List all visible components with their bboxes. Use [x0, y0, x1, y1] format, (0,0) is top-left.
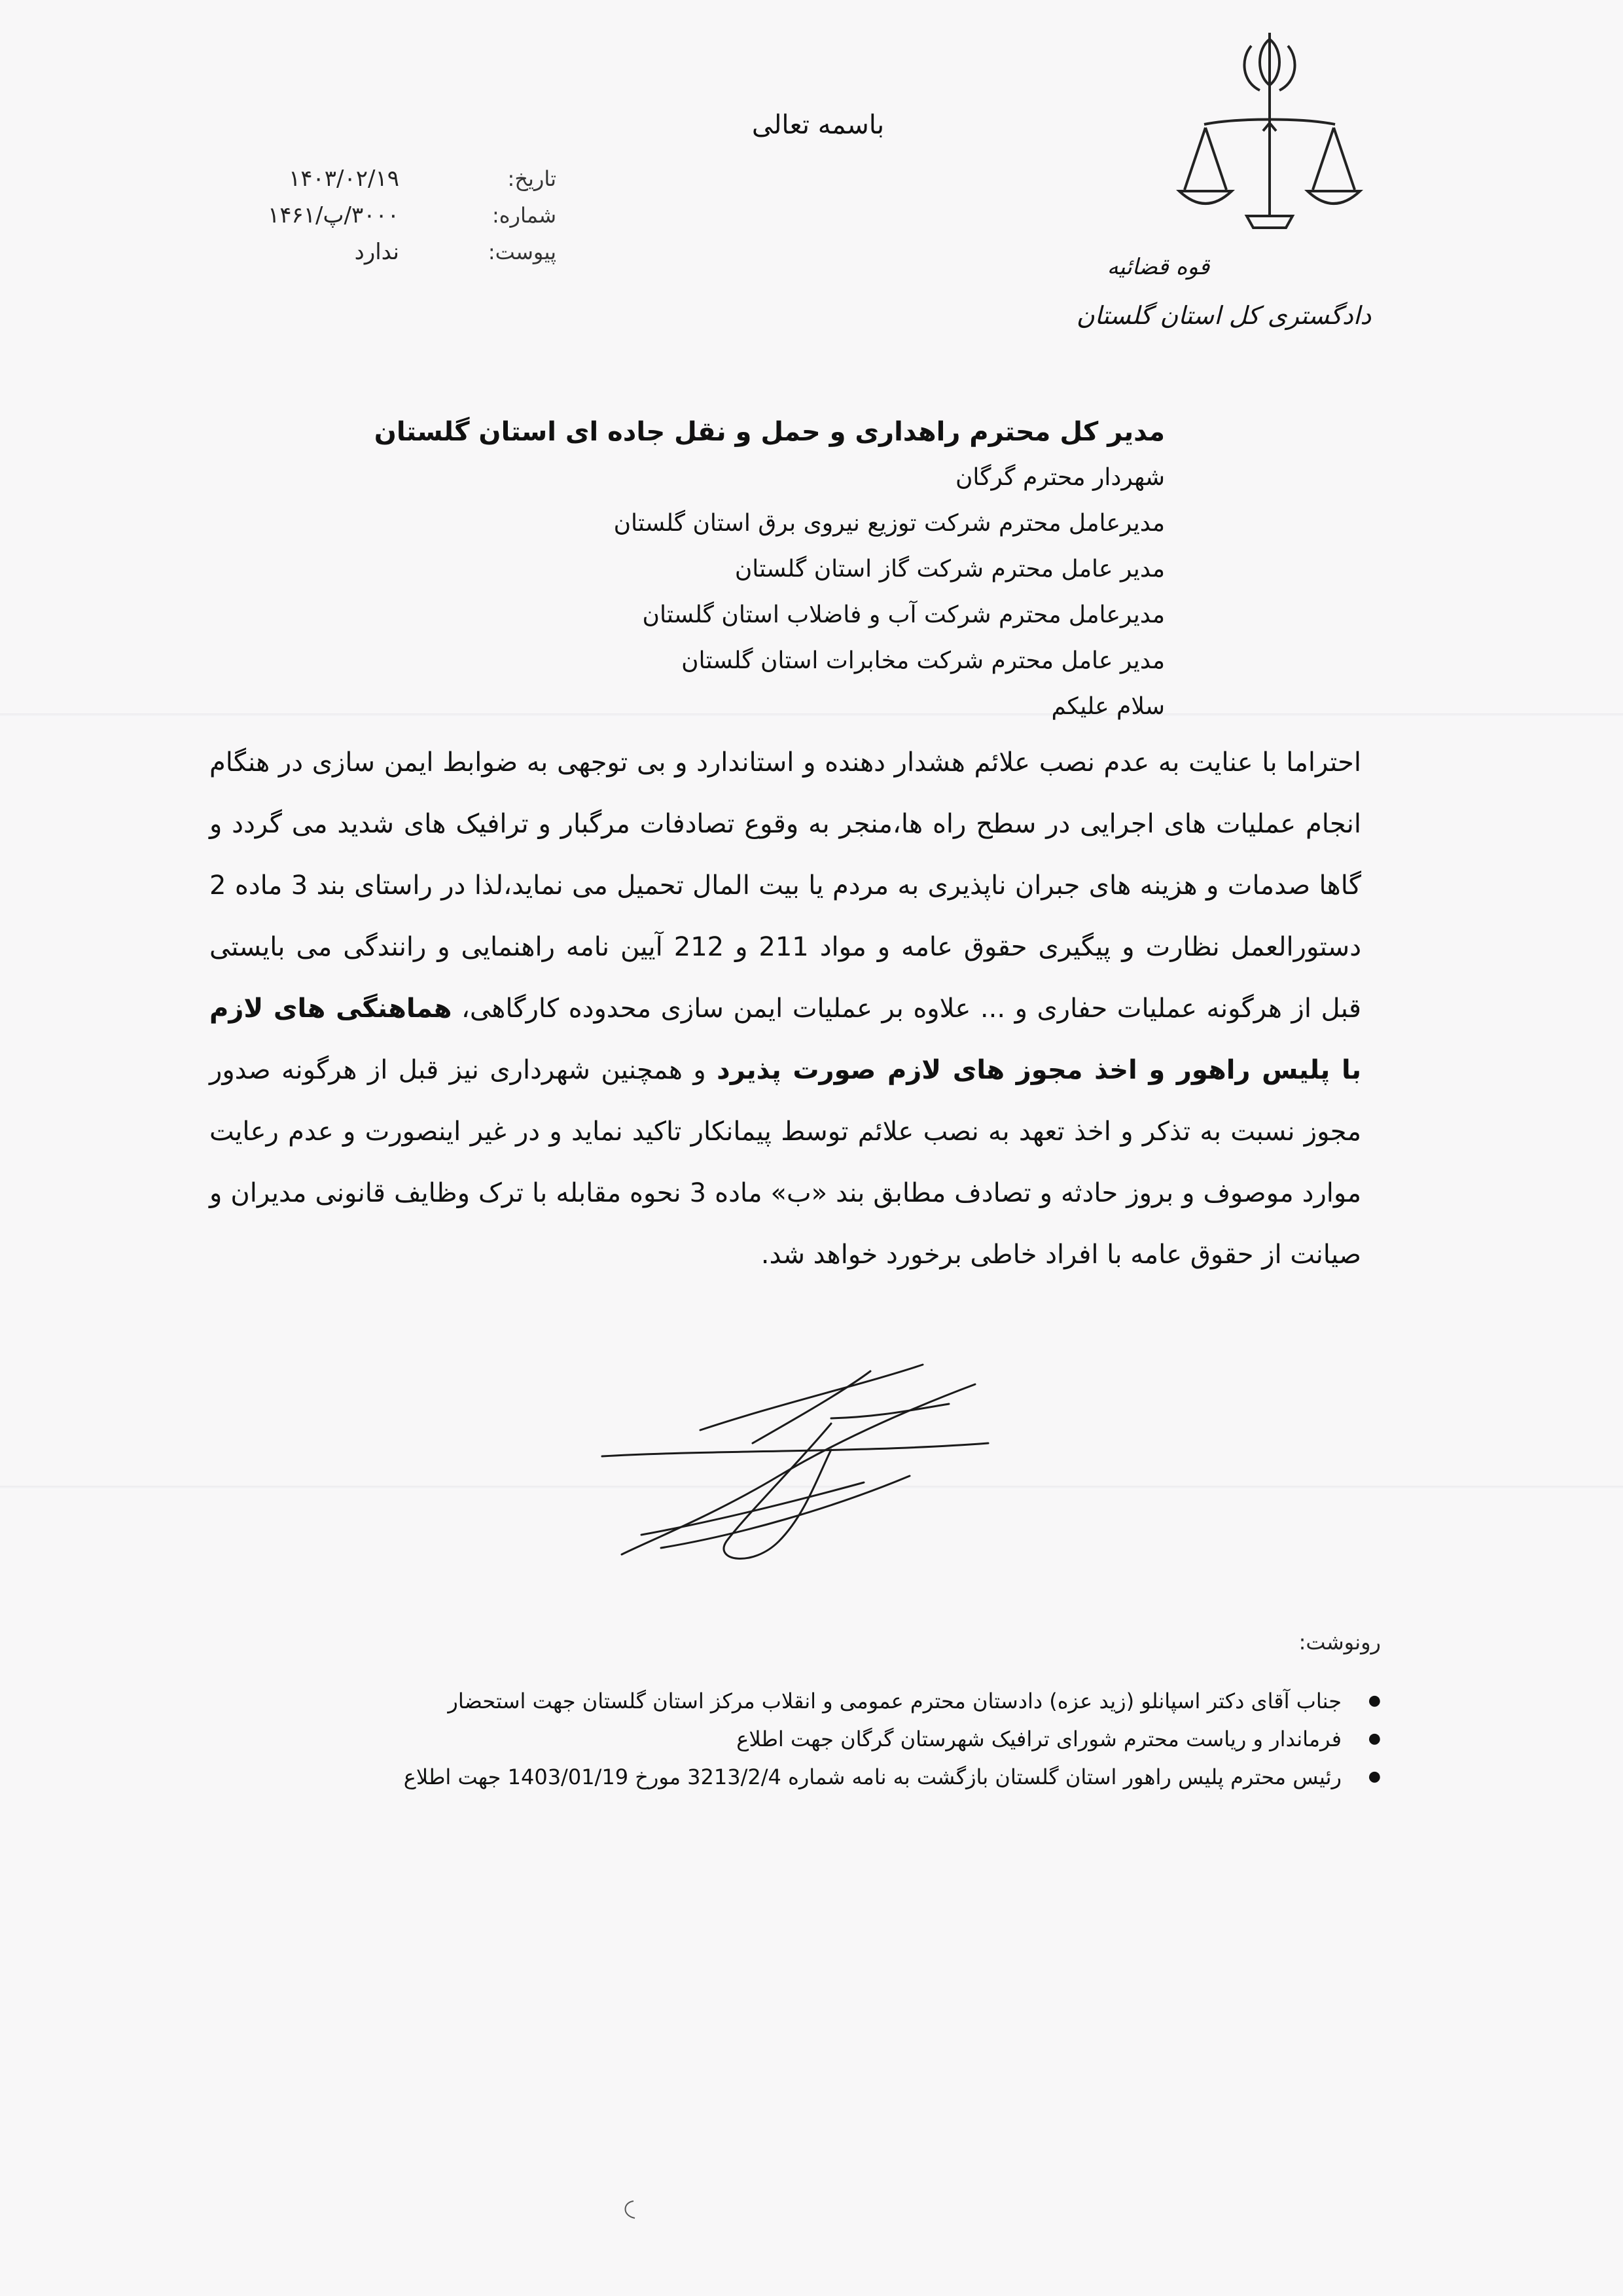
attachment-value: ندارد: [354, 239, 399, 265]
number-label: شماره:: [491, 203, 556, 228]
date-value: ۱۴۰۳/۰۲/۱۹: [288, 166, 399, 192]
addressee-line: مدیر عامل محترم شرکت مخابرات استان گلستان: [681, 647, 1165, 674]
cc-title: رونوشت:: [1298, 1630, 1381, 1655]
cc-list: [223, 1682, 1381, 1796]
letter-meta-labels: [458, 160, 556, 270]
body-text-bold: هماهنگی های لازم با پلیس راهور و اخذ مجوز های لازم صورت پذیرد: [209, 994, 1362, 1085]
addressee-line: شهردار محترم گرگان: [955, 464, 1165, 491]
body-text-part1: احتراما با عنایت به عدم نصب علائم هشدار دهنده و استاندارد و بی توجهی به ضوابط ایمن سازی در هنگام انجام عملیات های اجرایی در سطح راه ها،منجر به وقوع تصادفات مرگبار و ترافیک های شدید می گردد و گاها صدمات و هزینه های جبران ناپذیری به مردم یا بیت المال تحمیل می نماید،لذا در راستای بند 3 ماده 2 دستورالعمل نظارت و پیگیری حقوق عامه و مواد 211 و 212 آیین نامه راهنمایی و رانندگی می بایستی قبل از هرگونه عملیات حفاری و ... علاوه بر عملیات ایمن سازی محدوده کارگاهی،: [209, 747, 1362, 1024]
letter-body: [209, 732, 1361, 1285]
addressee-list: [374, 409, 1165, 730]
addressee-line: مدیر عامل محترم شرکت گاز استان گلستان: [734, 556, 1165, 583]
cc-item: ● رئیس محترم پلیس راهور استان گلستان بازگشت به نامه شماره 3213/2/4 مورخ 1403/01/19 جهت اطلاع: [223, 1758, 1381, 1796]
cc-item: ● فرماندار و ریاست محترم شورای ترافیک شهرستان گرگان جهت اطلاع: [223, 1720, 1381, 1758]
handwritten-signature: [582, 1345, 1132, 1581]
body-text-part2: و همچنین شهرداری نیز قبل از هرگونه صدور مجوز نسبت به تذکر و اخذ تعهد به نصب علائم توسط پیمانکار تاکید نماید و در غیر اینصورت و عدم رعایت موارد موصوف و بروز حادثه و تصادف مطابق بند «ب» ماده 3 نحوه مقابله با ترک وظایف قانونی مدیران و صیانت از حقوق عامه با افراد خاطی برخورد خواهد شد.: [209, 1055, 1362, 1270]
addressee-line: مدیر کل محترم راهداری و حمل و نقل جاده ای استان گلستان: [374, 417, 1165, 447]
attachment-label: پیوست:: [488, 240, 556, 264]
addressee-line: مدیرعامل محترم شرکت توزیع نیروی برق استان گلستان: [613, 510, 1165, 537]
date-label: تاریخ:: [507, 166, 556, 191]
number-value: ۳۰۰۰/پ/۱۴۶۱: [267, 202, 399, 228]
cc-item: ● جناب آقای دکتر اسپانلو (زید عزه) دادستان محترم عمومی و انقلاب مرکز استان گلستان جهت استحضار: [223, 1682, 1381, 1720]
org-line-province-justice: دادگستری کل استان گلستان: [1076, 301, 1372, 330]
addressee-line: مدیرعامل محترم شرکت آب و فاضلاب استان گلستان: [642, 601, 1165, 628]
greeting: سلام علیکم: [1051, 693, 1165, 720]
basmala-heading: باسمه تعالی: [751, 110, 885, 140]
iran-emblem-scales-icon: [1165, 20, 1374, 236]
org-line-judiciary: قوه قضائیه: [1107, 254, 1210, 280]
stray-pen-mark-icon: [615, 2196, 641, 2222]
letter-meta-values: [164, 160, 399, 270]
